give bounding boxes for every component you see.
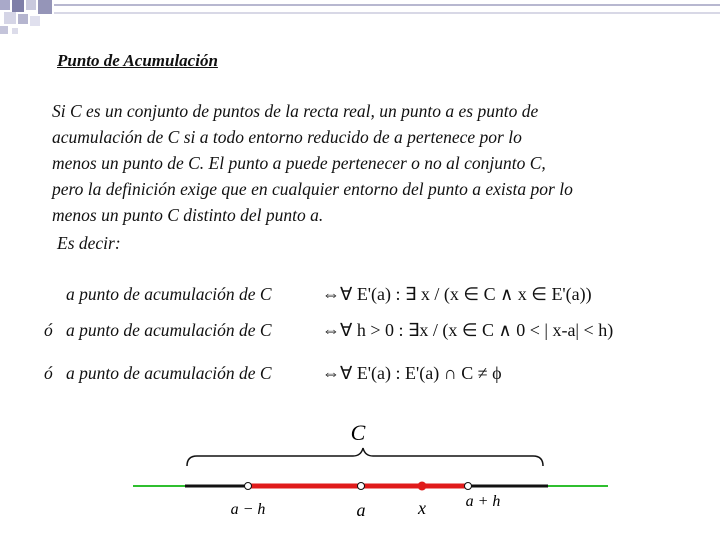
point-a-plus-h [465, 483, 472, 490]
definition-label-1: a punto de acumulación de C [66, 284, 272, 304]
definition-formula-3: ⇔∀ E'(a) : E'(a) ∩ C ≠ ϕ [322, 363, 502, 383]
paragraph-line: Si C es un conjunto de puntos de la recta real, un punto a es punto de [52, 101, 539, 121]
definition-label-2: a punto de acumulación de C [66, 320, 272, 340]
definition-formula-1: ⇔∀ E'(a) : ∃ x / (x ∈ C ∧ x ∈ E'(a)) [322, 284, 592, 304]
definition-prefix-2: ó [44, 320, 53, 340]
label-a: a [356, 500, 366, 520]
point-a-minus-h [245, 483, 252, 490]
label-a-minus-h: a − h [230, 501, 266, 518]
point-a [358, 483, 365, 490]
paragraph-line: acumulación de C si a todo entorno reducido de a pertenece por lo [52, 127, 522, 147]
label-x: x [418, 498, 426, 518]
es-decir-label: Es decir: [57, 233, 121, 253]
paragraph-line: pero la definición exige que en cualquier entorno del punto a exista por lo [52, 179, 573, 199]
definition-prefix-3: ó [44, 363, 53, 383]
set-label: C [350, 420, 366, 445]
set-brace [187, 448, 543, 466]
decorative-squares [0, 0, 720, 40]
definition-label-3: a punto de acumulación de C [66, 363, 272, 383]
definition-formula-2: ⇔∀ h > 0 : ∃x / (x ∈ C ∧ 0 < | x-a| < h) [322, 320, 614, 340]
paragraph-line: menos un punto C distinto del punto a. [52, 205, 324, 225]
definition-paragraph [52, 98, 573, 228]
page-title: Punto de Acumulación [57, 51, 218, 70]
paragraph-line: menos un punto de C. El punto a puede pertenecer o no al conjunto C, [52, 153, 546, 173]
number-line-figure [125, 418, 625, 528]
label-a-plus-h: a + h [465, 493, 501, 510]
point-x [418, 482, 427, 491]
